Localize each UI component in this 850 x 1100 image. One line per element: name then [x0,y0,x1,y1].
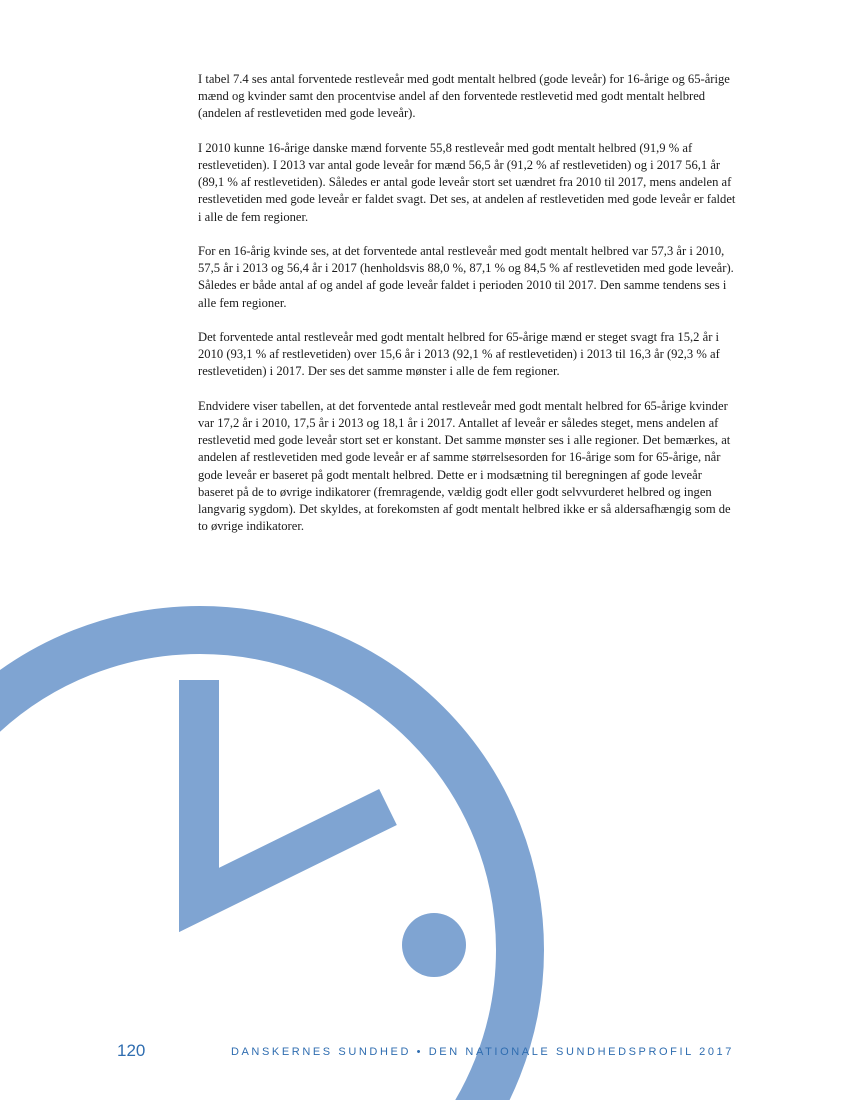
paragraph-2: I 2010 kunne 16-årige danske mænd forvente 55,8 restleveår med godt mentalt helbred (91,9 % af restlevetiden). I 2013 var antal gode leveår for mænd 56,5 år (91,2 % af restlevetiden) og i 2017 56,1 år (89,1 % af restlevetiden). Således er antal gode leveår stort set uændret fra 2010 til 2017, mens andelen af restlevetiden med gode leveår er faldet svagt. Det ses, at andelen af restlevetiden med gode leveår er faldet i alle de fem regioner. [198,140,736,224]
clock-dot [402,913,466,977]
paragraph-1: I tabel 7.4 ses antal forventede restleveår med godt mentalt helbred (gode leveår) for 16-årige og 65-årige mænd og kvinder samt den procentvise andel af den forventede restlevetid med godt mentalt helbred (andelen af restlevetiden med gode leveår). [198,72,730,121]
page-number: 120 [117,1041,146,1060]
paragraph-4: Det forventede antal restleveår med godt mentalt helbred for 65-årige mænd er steget svagt fra 15,2 år i 2010 (93,1 % af restlevetiden) over 15,6 år i 2013 (92,1 % af restlevetiden) i 2013 til 16,3 år (92,3 % af restlevetiden) i 2017. Der ses det samme mønster i alle de fem regioner. [198,330,720,379]
paragraph-3: For en 16-årig kvinde ses, at det forventede antal restleveår med godt mentalt helbred var 57,3 år i 2010, 57,5 år i 2013 og 56,4 år i 2017 (henholdsvis 88,0 %, 87,1 % og 84,5 % af restlevetiden med gode leveår). Således er både antal af og andel af gode leveår faldet i perioden 2010 til 2017. Den samme tendens ses i alle fem regioner. [198,244,734,310]
clock-hands [199,680,388,900]
running-footer-title: DANSKERNES SUNDHED • DEN NATIONALE SUNDHEDSPROFIL 2017 [230,1046,734,1058]
body-text [198,71,738,553]
paragraph-5: Endvidere viser tabellen, at det forventede antal restleveår med godt mentalt helbred for 65-årige kvinder var 17,2 år i 2010, 17,5 år i 2013 og 18,1 år i 2017. Antallet af leveår er således steget, mens andelen af restlevetid med gode leveår stort set er konstant. Det samme mønster ses i alle regioner. Det bemærkes, at andelen af restlevetiden med gode leveår er af samme størrelsesorden for 16-årige som for 65-årige, når gode leveår er baseret på godt mentalt helbred. Dette er i modsætning til beregningen af gode leveår baseret på de to øvrige indikatorer (fremragende, vældig godt eller godt selvvurderet helbred og ingen langvarig sygdom). Det skyldes, at forekomsten af godt mentalt helbred ikke er så aldersafhængig som de to øvrige indikatorer. [198,398,731,534]
